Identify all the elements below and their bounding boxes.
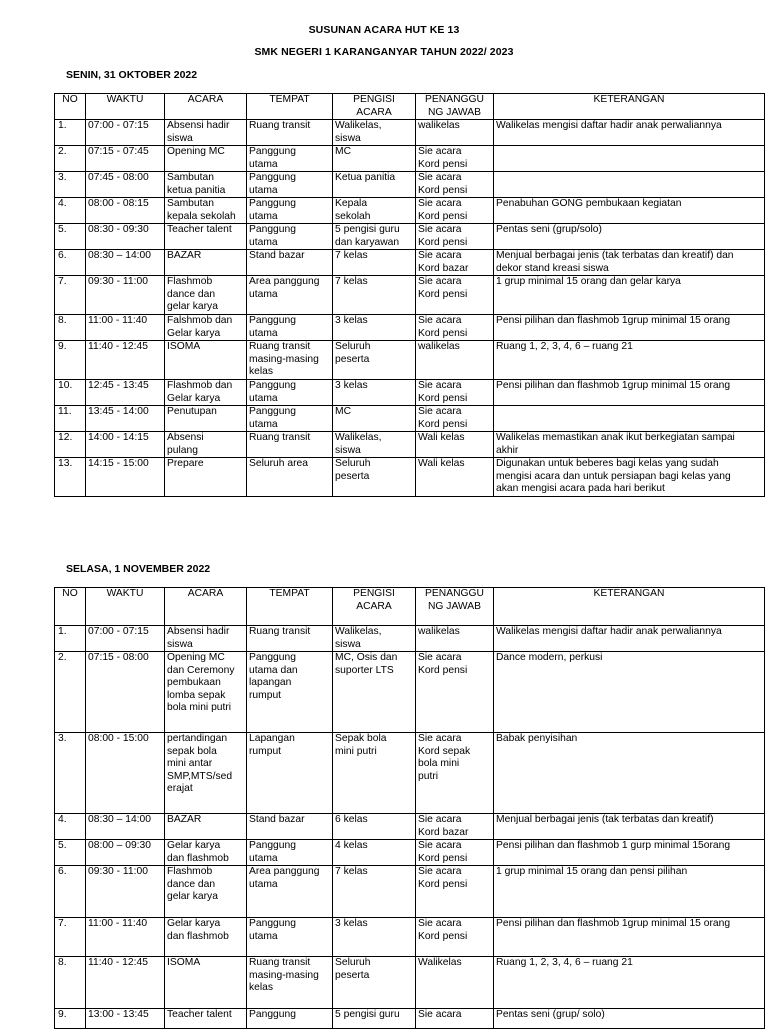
- performer-cell: 7 kelas: [333, 866, 416, 918]
- pic-cell: walikelas: [416, 341, 494, 380]
- place-cell: Panggung utama: [247, 146, 333, 172]
- no-cell: 3.: [55, 172, 86, 198]
- place-cell: Seluruh area: [247, 458, 333, 497]
- no-cell: 4.: [55, 814, 86, 840]
- time-cell: 13:45 - 14:00: [86, 406, 165, 432]
- pic-cell: Sie acara Kord pensi: [416, 315, 494, 341]
- pic-cell: Wali kelas: [416, 432, 494, 458]
- time-cell: 08:30 - 09:30: [86, 224, 165, 250]
- place-cell: Lapangan rumput: [247, 733, 333, 814]
- event-cell: Sambutan ketua panitia: [165, 172, 247, 198]
- time-cell: 07:00 - 07:15: [86, 626, 165, 652]
- note-cell: Pensi pilihan dan flashmob 1grup minimal 15 orang: [494, 380, 765, 406]
- note-cell: Walikelas mengisi daftar hadir anak perwaliannya: [494, 120, 765, 146]
- place-cell: Panggung utama: [247, 918, 333, 957]
- time-cell: 08:00 - 15:00: [86, 733, 165, 814]
- note-cell: Menjual berbagai jenis (tak terbatas dan kreatif) dan dekor stand kreasi siswa: [494, 250, 765, 276]
- document-subtitle: SMK NEGERI 1 KARANGANYAR TAHUN 2022/ 2023: [254, 46, 514, 58]
- note-cell: Penabuhan GONG pembukaan kegiatan: [494, 198, 765, 224]
- table-row: [55, 315, 765, 341]
- place-cell: Panggung utama: [247, 224, 333, 250]
- no-cell: 1.: [55, 626, 86, 652]
- time-cell: 11:00 - 11:40: [86, 315, 165, 341]
- performer-cell: Sepak bola mini putri: [333, 733, 416, 814]
- column-header-pic: PENANGGU NG JAWAB: [416, 588, 494, 626]
- table-row: [55, 250, 765, 276]
- place-cell: Panggung utama: [247, 315, 333, 341]
- table-row: [55, 172, 765, 198]
- day-heading-2: SELASA, 1 NOVEMBER 2022: [66, 563, 211, 575]
- table-row: [55, 814, 765, 840]
- table-row: [55, 341, 765, 380]
- column-header-performer: PENGISI ACARA: [333, 94, 416, 120]
- note-cell: Pentas seni (grup/solo): [494, 224, 765, 250]
- event-cell: Penutupan: [165, 406, 247, 432]
- column-header-note: KETERANGAN: [494, 94, 765, 120]
- place-cell: Panggung utama: [247, 406, 333, 432]
- no-cell: 13.: [55, 458, 86, 497]
- document-title: SUSUNAN ACARA HUT KE 13: [308, 24, 460, 36]
- place-cell: Panggung utama: [247, 172, 333, 198]
- place-cell: Stand bazar: [247, 250, 333, 276]
- time-cell: 07:00 - 07:15: [86, 120, 165, 146]
- event-cell: ISOMA: [165, 341, 247, 380]
- place-cell: Panggung utama dan lapangan rumput: [247, 652, 333, 733]
- column-header-pic: PENANGGU NG JAWAB: [416, 94, 494, 120]
- note-cell: [494, 172, 765, 198]
- no-cell: 12.: [55, 432, 86, 458]
- pic-cell: Sie acara Kord pensi: [416, 840, 494, 866]
- time-cell: 07:15 - 07:45: [86, 146, 165, 172]
- pic-cell: Sie acara Kord pensi: [416, 652, 494, 733]
- event-cell: Opening MC: [165, 146, 247, 172]
- time-cell: 08:00 - 08:15: [86, 198, 165, 224]
- table-row: [55, 957, 765, 1009]
- time-cell: 11:40 - 12:45: [86, 957, 165, 1009]
- event-cell: Opening MC dan Ceremony pembukaan lomba sepak bola mini putri: [165, 652, 247, 733]
- column-header-time: WAKTU: [86, 94, 165, 120]
- table-header-row: [55, 588, 765, 626]
- performer-cell: 5 pengisi guru: [333, 1009, 416, 1029]
- pic-cell: Sie acara Kord pensi: [416, 198, 494, 224]
- performer-cell: 7 kelas: [333, 250, 416, 276]
- performer-cell: 3 kelas: [333, 918, 416, 957]
- table-header-row: [55, 94, 765, 120]
- time-cell: 08:30 – 14:00: [86, 250, 165, 276]
- pic-cell: Sie acara Kord pensi: [416, 406, 494, 432]
- table-row: [55, 120, 765, 146]
- place-cell: Area panggung utama: [247, 866, 333, 918]
- pic-cell: Sie acara Kord bazar: [416, 250, 494, 276]
- schedule-table-day-1: [54, 93, 765, 497]
- place-cell: Panggung utama: [247, 840, 333, 866]
- event-cell: Gelar karya dan flashmob: [165, 918, 247, 957]
- time-cell: 14:00 - 14:15: [86, 432, 165, 458]
- performer-cell: 3 kelas: [333, 380, 416, 406]
- note-cell: Pensi pilihan dan flashmob 1grup minimal 15 orang: [494, 315, 765, 341]
- table-row: [55, 458, 765, 497]
- note-cell: Menjual berbagai jenis (tak terbatas dan kreatif): [494, 814, 765, 840]
- event-cell: Absensi pulang: [165, 432, 247, 458]
- pic-cell: Sie acara Kord bazar: [416, 814, 494, 840]
- pic-cell: Sie acara Kord pensi: [416, 918, 494, 957]
- table-row: [55, 733, 765, 814]
- event-cell: Teacher talent: [165, 224, 247, 250]
- note-cell: Pensi pilihan dan flashmob 1grup minimal 15 orang: [494, 918, 765, 957]
- schedule-table-day-2: [54, 587, 765, 1029]
- column-header-performer: PENGISI ACARA: [333, 588, 416, 626]
- no-cell: 10.: [55, 380, 86, 406]
- event-cell: Flashmob dance dan gelar karya: [165, 276, 247, 315]
- place-cell: Panggung: [247, 1009, 333, 1029]
- place-cell: Panggung utama: [247, 380, 333, 406]
- no-cell: 5.: [55, 840, 86, 866]
- performer-cell: MC: [333, 406, 416, 432]
- event-cell: Sambutan kepala sekolah: [165, 198, 247, 224]
- table-row: [55, 652, 765, 733]
- day-heading-1: SENIN, 31 OKTOBER 2022: [66, 69, 198, 81]
- note-cell: Pentas seni (grup/ solo): [494, 1009, 765, 1029]
- no-cell: 8.: [55, 957, 86, 1009]
- table-row: [55, 406, 765, 432]
- note-cell: Walikelas mengisi daftar hadir anak perwaliannya: [494, 626, 765, 652]
- column-header-time: WAKTU: [86, 588, 165, 626]
- performer-cell: MC, Osis dan suporter LTS: [333, 652, 416, 733]
- performer-cell: 3 kelas: [333, 315, 416, 341]
- no-cell: 2.: [55, 652, 86, 733]
- event-cell: Absensi hadir siswa: [165, 626, 247, 652]
- event-cell: Absensi hadir siswa: [165, 120, 247, 146]
- table-row: [55, 432, 765, 458]
- performer-cell: Walikelas, siswa: [333, 120, 416, 146]
- performer-cell: MC: [333, 146, 416, 172]
- note-cell: Dance modern, perkusi: [494, 652, 765, 733]
- pic-cell: walikelas: [416, 626, 494, 652]
- pic-cell: Sie acara: [416, 1009, 494, 1029]
- column-header-no: NO: [55, 588, 86, 626]
- table-row: [55, 866, 765, 918]
- note-cell: [494, 146, 765, 172]
- event-cell: ISOMA: [165, 957, 247, 1009]
- pic-cell: Sie acara Kord pensi: [416, 224, 494, 250]
- performer-cell: Walikelas, siswa: [333, 626, 416, 652]
- note-cell: [494, 406, 765, 432]
- table-row: [55, 626, 765, 652]
- event-cell: Teacher talent: [165, 1009, 247, 1029]
- performer-cell: Walikelas, siswa: [333, 432, 416, 458]
- column-header-no: NO: [55, 94, 86, 120]
- column-header-place: TEMPAT: [247, 94, 333, 120]
- note-cell: 1 grup minimal 15 orang dan gelar karya: [494, 276, 765, 315]
- column-header-event: ACARA: [165, 94, 247, 120]
- table-row: [55, 918, 765, 957]
- no-cell: 9.: [55, 341, 86, 380]
- event-cell: Gelar karya dan flashmob: [165, 840, 247, 866]
- no-cell: 1.: [55, 120, 86, 146]
- table-row: [55, 198, 765, 224]
- no-cell: 6.: [55, 866, 86, 918]
- place-cell: Stand bazar: [247, 814, 333, 840]
- no-cell: 7.: [55, 918, 86, 957]
- pic-cell: walikelas: [416, 120, 494, 146]
- column-header-place: TEMPAT: [247, 588, 333, 626]
- no-cell: 4.: [55, 198, 86, 224]
- performer-cell: Seluruh peserta: [333, 458, 416, 497]
- place-cell: Ruang transit: [247, 626, 333, 652]
- no-cell: 11.: [55, 406, 86, 432]
- pic-cell: Sie acara Kord pensi: [416, 276, 494, 315]
- event-cell: BAZAR: [165, 250, 247, 276]
- time-cell: 09:30 - 11:00: [86, 866, 165, 918]
- pic-cell: Sie acara Kord pensi: [416, 866, 494, 918]
- event-cell: Falshmob dan Gelar karya: [165, 315, 247, 341]
- pic-cell: Sie acara Kord sepak bola mini putri: [416, 733, 494, 814]
- performer-cell: Seluruh peserta: [333, 341, 416, 380]
- column-header-note: KETERANGAN: [494, 588, 765, 626]
- event-cell: Flashmob dan Gelar karya: [165, 380, 247, 406]
- time-cell: 11:00 - 11:40: [86, 918, 165, 957]
- performer-cell: 5 pengisi guru dan karyawan: [333, 224, 416, 250]
- no-cell: 9.: [55, 1009, 86, 1029]
- table-row: [55, 276, 765, 315]
- pic-cell: Wali kelas: [416, 458, 494, 497]
- note-cell: 1 grup minimal 15 orang dan pensi pilihan: [494, 866, 765, 918]
- no-cell: 7.: [55, 276, 86, 315]
- note-cell: Walikelas memastikan anak ikut berkegiatan sampai akhir: [494, 432, 765, 458]
- place-cell: Ruang transit masing-masing kelas: [247, 957, 333, 1009]
- no-cell: 8.: [55, 315, 86, 341]
- place-cell: Panggung utama: [247, 198, 333, 224]
- place-cell: Ruang transit: [247, 432, 333, 458]
- pic-cell: Sie acara Kord pensi: [416, 146, 494, 172]
- time-cell: 13:00 - 13:45: [86, 1009, 165, 1029]
- event-cell: pertandingan sepak bola mini antar SMP,MTS/sed erajat: [165, 733, 247, 814]
- table-row: [55, 224, 765, 250]
- table-row: [55, 380, 765, 406]
- note-cell: Ruang 1, 2, 3, 4, 6 – ruang 21: [494, 341, 765, 380]
- column-header-event: ACARA: [165, 588, 247, 626]
- note-cell: Pensi pilihan dan flashmob 1 gurp minimal 15orang: [494, 840, 765, 866]
- note-cell: Digunakan untuk beberes bagi kelas yang sudah mengisi acara dan untuk persiapan bagi kelas yang akan mengisi acara pada hari berikut: [494, 458, 765, 497]
- performer-cell: 7 kelas: [333, 276, 416, 315]
- table-row: [55, 840, 765, 866]
- performer-cell: Ketua panitia: [333, 172, 416, 198]
- table-row: [55, 1009, 765, 1029]
- pic-cell: Sie acara Kord pensi: [416, 380, 494, 406]
- pic-cell: Walikelas: [416, 957, 494, 1009]
- performer-cell: Seluruh peserta: [333, 957, 416, 1009]
- performer-cell: Kepala sekolah: [333, 198, 416, 224]
- event-cell: BAZAR: [165, 814, 247, 840]
- time-cell: 08:00 – 09:30: [86, 840, 165, 866]
- time-cell: 08:30 – 14:00: [86, 814, 165, 840]
- time-cell: 07:15 - 08:00: [86, 652, 165, 733]
- place-cell: Ruang transit masing-masing kelas: [247, 341, 333, 380]
- pic-cell: Sie acara Kord pensi: [416, 172, 494, 198]
- place-cell: Ruang transit: [247, 120, 333, 146]
- performer-cell: 6 kelas: [333, 814, 416, 840]
- no-cell: 5.: [55, 224, 86, 250]
- time-cell: 14:15 - 15:00: [86, 458, 165, 497]
- note-cell: Babak penyisihan: [494, 733, 765, 814]
- time-cell: 09:30 - 11:00: [86, 276, 165, 315]
- table-row: [55, 146, 765, 172]
- note-cell: Ruang 1, 2, 3, 4, 6 – ruang 21: [494, 957, 765, 1009]
- performer-cell: 4 kelas: [333, 840, 416, 866]
- no-cell: 6.: [55, 250, 86, 276]
- place-cell: Area panggung utama: [247, 276, 333, 315]
- event-cell: Flashmob dance dan gelar karya: [165, 866, 247, 918]
- time-cell: 11:40 - 12:45: [86, 341, 165, 380]
- no-cell: 3.: [55, 733, 86, 814]
- time-cell: 12:45 - 13:45: [86, 380, 165, 406]
- event-cell: Prepare: [165, 458, 247, 497]
- no-cell: 2.: [55, 146, 86, 172]
- time-cell: 07:45 - 08:00: [86, 172, 165, 198]
